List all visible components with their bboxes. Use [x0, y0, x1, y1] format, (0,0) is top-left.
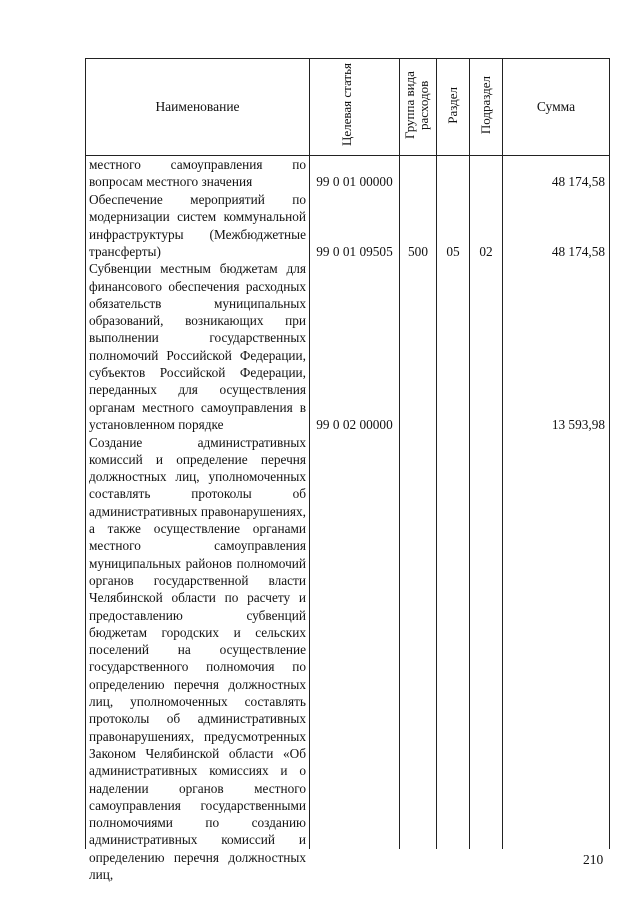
header-target: [310, 59, 400, 156]
page-number: 210: [583, 852, 604, 867]
row-target: [310, 434, 400, 849]
header-name: [86, 59, 310, 156]
row-section: [437, 156, 470, 192]
row-group: 500: [400, 191, 437, 260]
header-target-label: Целевая статья: [338, 63, 354, 147]
header-subsection-label: Подраздел: [478, 75, 493, 135]
row-group: [400, 434, 437, 849]
row-target: 99 0 02 00000: [310, 260, 400, 433]
row-subsection: [470, 156, 503, 192]
row-target: 99 0 01 00000: [310, 156, 400, 192]
row-name: Обеспечение мероприятий по модернизации систем коммунальной инфраструктуры (Межбюджетные трансферты): [86, 191, 310, 260]
table-row: [86, 156, 610, 192]
row-sum: [503, 434, 610, 849]
row-sum: 48 174,58: [503, 191, 610, 260]
row-name: Субвенции местным бюджетам для финансового обеспечения расходных обязательств муниципальных образований, возникающих при выполнении государственных полномочий Российской Федерации, субъектов Российской Федерации, переданных для осуществления органам местного самоуправления в установленном порядке: [86, 260, 310, 433]
header-sum-label: Сумма: [536, 99, 576, 114]
row-sum: 13 593,98: [503, 260, 610, 433]
row-group: [400, 260, 437, 433]
row-section: [437, 434, 470, 849]
header-section: [437, 59, 470, 156]
table-header-row: [86, 59, 610, 156]
row-name: Создание административных комиссий и определение перечня должностных лиц, уполномоченных составлять протоколы об административных правонарушениях, а также осуществление органами местного самоуправления муниципальных районов полномочий органов государственной власти Челябинской области по расчету и предоставлению субвенций бюджетам городских и сельских поселений на осуществление государственного полномочия по определению перечня должностных лиц, уполномоченных составлять протоколы об административных правонарушениях, предусмотренных Законом Челябинской области «Об административных комиссиях и о наделении органов местного самоуправления государственными полномочиями по созданию административных комиссий и определению перечня должностных лиц,: [86, 434, 310, 849]
row-section: 05: [437, 191, 470, 260]
row-subsection: 02: [470, 191, 503, 260]
row-subsection: [470, 260, 503, 433]
row-subsection: [470, 434, 503, 849]
header-section-label: Раздел: [445, 86, 460, 124]
row-sum: 48 174,58: [503, 156, 610, 192]
table-row: [86, 260, 610, 433]
header-name-label: Наименование: [155, 99, 240, 114]
table-row: [86, 434, 610, 849]
row-name: местного самоуправления по вопросам местного значения: [86, 156, 310, 192]
row-group: [400, 156, 437, 192]
header-subsection: [470, 59, 503, 156]
row-section: [437, 260, 470, 433]
header-sum: [503, 59, 610, 156]
row-target: 99 0 01 09505: [310, 191, 400, 260]
header-group: [400, 59, 437, 156]
header-group-label: Группа вида расходов: [402, 71, 431, 139]
table-row: [86, 191, 610, 260]
